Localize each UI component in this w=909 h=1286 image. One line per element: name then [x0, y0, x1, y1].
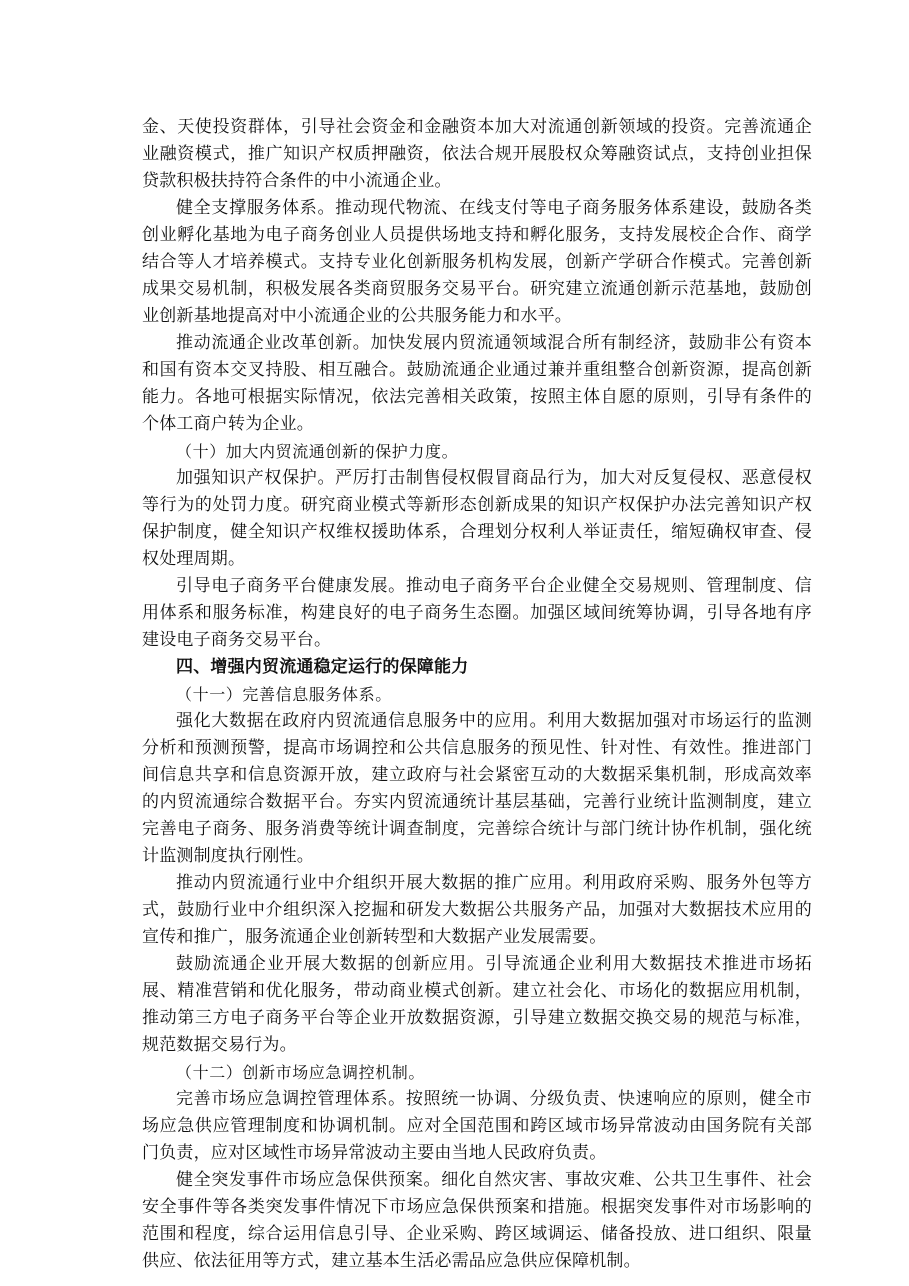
paragraph: 加强知识产权保护。严厉打击制售侵权假冒商品行为，加大对反复侵权、恶意侵权等行为的处罚力度。研究商业模式等新形态创新成果的知识产权保护办法完善知识产权保护制度，健全知识产权维权援助体系，合理划分权利人举证责任，缩短确权审查、侵权处理周期。: [142, 468, 812, 569]
subsection-heading: （十二）创新市场应急调控机制。: [176, 1063, 426, 1082]
paragraph: 强化大数据在政府内贸流通信息服务中的应用。利用大数据加强对市场运行的监测分析和预测预警，提高市场调控和公共信息服务的预见性、针对性、有效性。推进部门间信息共享和信息资源开放，建立政府与社会紧密互动的大数据采集机制，形成高效率的内贸流通综合数据平台。夯实内贸流通统计基层基础，完善行业统计监测制度，建立完善电子商务、服务消费等统计调查制度，完善综合统计与部门统计协作机制，强化统计监测制度执行刚性。: [142, 711, 812, 866]
paragraph: 推动流通企业改革创新。加快发展内贸流通领域混合所有制经济，鼓励非公有资本和国有资本交叉持股、相互融合。鼓励流通企业通过兼并重组整合创新资源，提高创新能力。各地可根据实际情况，依法完善相关政策，按照主体自愿的原则，引导有条件的个体工商户转为企业。: [142, 333, 812, 434]
subsection-heading: （十一）完善信息服务体系。: [176, 685, 392, 704]
paragraph: 推动内贸流通行业中介组织开展大数据的推广应用。利用政府采购、服务外包等方式，鼓励行业中介组织深入挖掘和研发大数据公共服务产品，加强对大数据技术应用的宣传和推广，服务流通企业创新转型和大数据产业发展需要。: [142, 873, 812, 947]
paragraph: 完善市场应急调控管理体系。按照统一协调、分级负责、快速响应的原则，健全市场应急供应管理制度和协调机制。应对全国范围和跨区域市场异常波动由国务院有关部门负责，应对区域性市场异常波动主要由当地人民政府负责。: [142, 1089, 812, 1163]
subsection-heading: （十）加大内贸流通创新的保护力度。: [176, 442, 459, 461]
paragraph: 健全突发事件市场应急保供预案。细化自然灾害、事故灾难、公共卫生事件、社会安全事件等各类突发事件情况下市场应急保供预案和措施。根据突发事件对市场影响的范围和程度，综合运用信息引导、企业采购、跨区域调运、储备投放、进口组织、限量供应、依法征用等方式，建立基本生活必需品应急供应保障机制。: [142, 1170, 812, 1271]
paragraph: 鼓励流通企业开展大数据的创新应用。引导流通企业利用大数据技术推进市场拓展、精准营销和优化服务，带动商业模式创新。建立社会化、市场化的数据应用机制，推动第三方电子商务平台等企业开放数据资源，引导建立数据交换交易的规范与标准，规范数据交易行为。: [142, 954, 812, 1055]
paragraph: 健全支撑服务体系。推动现代物流、在线支付等电子商务服务体系建设，鼓励各类创业孵化基地为电子商务创业人员提供场地支持和孵化服务，支持发展校企合作、商学结合等人才培养模式。支持专业化创新服务机构发展，创新产学研合作模式。完善创新成果交易机制，积极发展各类商贸服务交易平台。研究建立流通创新示范基地，鼓励创业创新基地提高对中小流通企业的公共服务能力和水平。: [142, 198, 812, 326]
paragraph: 金、天使投资群体，引导社会资金和金融资本加大对流通创新领域的投资。完善流通企业融资模式，推广知识产权质押融资，依法合规开展股权众筹融资试点，支持创业担保贷款积极扶持符合条件的中小流通企业。: [142, 117, 812, 191]
document-body: [142, 114, 812, 1275]
section-heading: 四、增强内贸流通稳定运行的保障能力: [176, 657, 469, 677]
paragraph: 引导电子商务平台健康发展。推动电子商务平台企业健全交易规则、管理制度、信用体系和服务标准，构建良好的电子商务生态圈。加强区域间统筹协调，引导各地有序建设电子商务交易平台。: [142, 576, 812, 650]
